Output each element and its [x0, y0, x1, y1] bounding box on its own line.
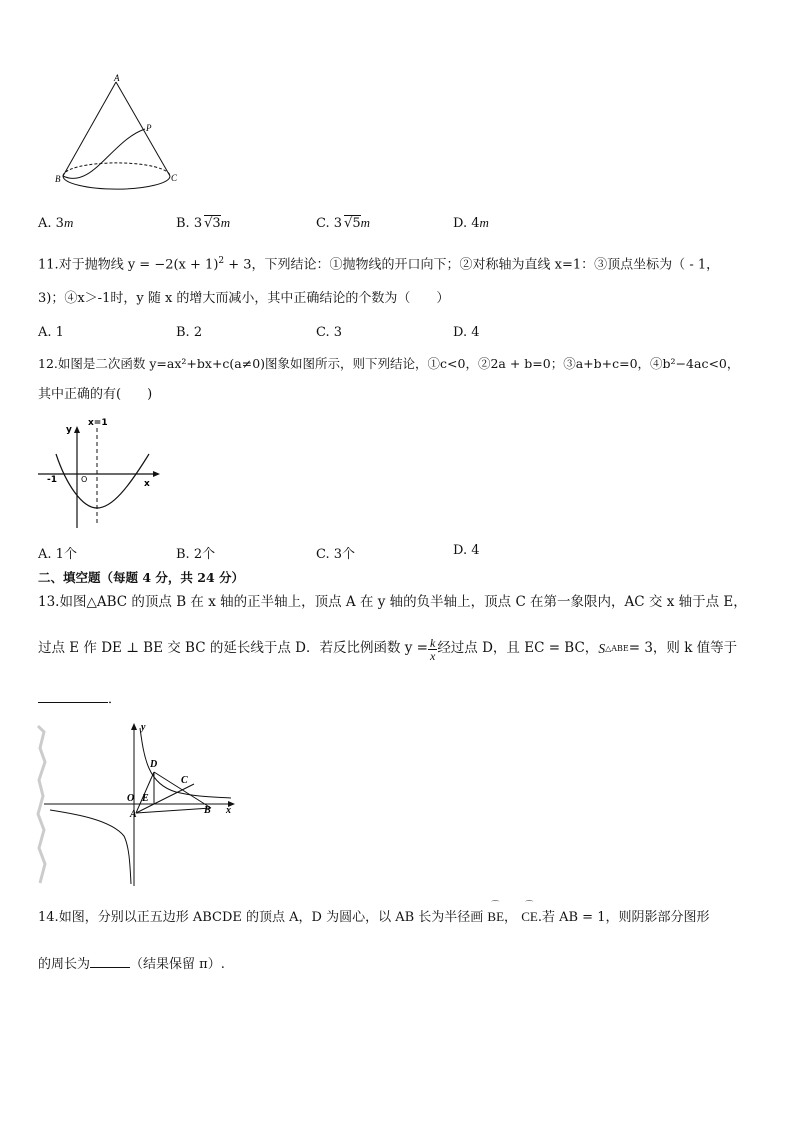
q13-line1: 13.如图△ABC 的顶点 B 在 x 轴的正半轴上，顶点 A 在 y 轴的负半轴上，顶点 C 在第一象限内，AC 交 x 轴于点 E， — [38, 594, 747, 610]
label-A: A — [130, 809, 137, 820]
q11-line2: 3)；④x＞-1时，y 随 x 的增大而减小，其中正确结论的个数为（ ） — [38, 291, 450, 306]
label-x1: x=1 — [88, 418, 108, 428]
label-C: C — [181, 775, 188, 786]
label-x: x — [226, 805, 231, 816]
label-x: x — [144, 479, 150, 489]
q13-blank[interactable]: ． — [38, 688, 121, 707]
q13-line2: 过点 E 作 DE ⊥ BE 交 BC 的延长线于点 D．若反比例函数 y = $\frac{k}{x}$ 经过点 D，且 EC = BC， S △ABE = 3，则 k 值等于 — [38, 635, 738, 663]
label-O: O — [127, 793, 135, 804]
label-E: E — [142, 793, 149, 804]
q10-option-d: D. 4m — [453, 215, 489, 231]
arc-ce: ⌒ CE — [521, 900, 538, 924]
q11-option-d: D. 4 — [453, 325, 480, 340]
label-C: C — [171, 173, 178, 183]
cone-figure — [52, 72, 182, 192]
section-title: 二、填空题（每题 4 分，共 24 分） — [38, 570, 245, 585]
q10-option-b: B. 3 √3m — [176, 215, 231, 231]
label-A: A — [114, 73, 120, 83]
inverse-function-figure — [36, 718, 241, 890]
q12-option-b: B. 2个 — [176, 547, 216, 562]
label-minus1: -1 — [47, 475, 57, 485]
q12-option-d: D. 4 — [453, 543, 480, 558]
q14-line1: 14.如图，分别以正五边形 ABCDE 的顶点 A，D 为圆心，以 AB 长为半径画 ⌒ BE， ⌒ CE.若 AB = 1，则阴影部分图形 — [38, 900, 710, 925]
q12-option-a: A. 1个 — [38, 547, 77, 562]
q11-option-a: A. 1 — [38, 325, 64, 340]
label-B: B — [204, 805, 211, 816]
q12-line1: 12.如图是二次函数 y=ax²+bx+c(a≠0)图象如图所示，则下列结论，①c<0，②2a + b=0；③a+b+c=0，④b²−4ac<0， — [38, 356, 740, 371]
q11-option-b: B. 2 — [176, 325, 203, 340]
q14-line2: 的周长为 （结果保留 π）. — [38, 957, 225, 972]
q11-line1: 11.对于抛物线 $y = -2(x + 1)^2 + 3$，下列结论：①抛物线的开口向下；②对称轴为直线 x=1：③顶点坐标为（ - 1， — [38, 256, 720, 273]
q10-option-c: C. 3 √5m — [316, 215, 371, 231]
label-y: y — [141, 722, 146, 733]
q12-line2: 其中正确的有( ) — [38, 387, 153, 402]
label-P: P — [146, 123, 152, 133]
q12-option-c: C. 3个 — [316, 547, 356, 562]
q14-blank[interactable] — [90, 955, 130, 968]
label-D: D — [150, 759, 158, 770]
label-B: B — [55, 174, 61, 184]
arc-be: ⌒ BE — [487, 900, 505, 924]
parabola-figure — [36, 418, 166, 530]
q11-option-c: C. 3 — [316, 325, 343, 340]
fraction-k-over-x: $\frac{k}{x}$ — [429, 635, 436, 663]
label-o: O — [81, 475, 88, 484]
label-y: y — [66, 425, 72, 435]
q10-option-a: A. 3m — [38, 215, 74, 231]
